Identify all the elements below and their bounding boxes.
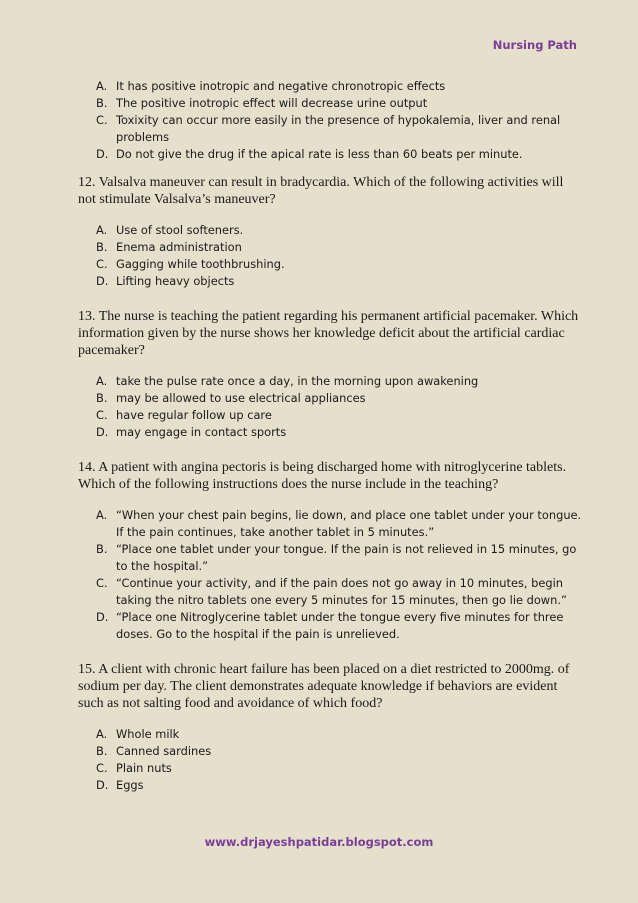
- option-item: [96, 256, 584, 273]
- option-item: [96, 609, 584, 643]
- option-text: Lifting heavy objects: [116, 274, 235, 288]
- option-text: may engage in contact sports: [116, 425, 287, 439]
- option-item: [96, 760, 584, 777]
- page-header-brand: Nursing Path: [492, 38, 577, 52]
- option-item: [96, 146, 584, 163]
- option-item: [96, 239, 584, 256]
- option-text: Enema administration: [116, 240, 242, 254]
- option-item: [96, 777, 584, 794]
- option-item: [96, 743, 584, 760]
- intro-options-list: [78, 78, 584, 163]
- option-text: The positive inotropic effect will decrease urine output: [116, 96, 428, 110]
- option-letter: D.: [96, 147, 109, 161]
- option-item: [96, 424, 584, 441]
- option-item: [96, 390, 584, 407]
- option-item: [96, 112, 584, 146]
- option-letter: D.: [96, 425, 109, 439]
- option-letter: C.: [96, 257, 108, 271]
- question-12-text: 12. Valsalva maneuver can result in bradycardia. Which of the following activities will not stimulate Valsalva’s maneuver?: [78, 175, 564, 207]
- option-letter: C.: [96, 761, 108, 775]
- option-letter: B.: [96, 240, 108, 254]
- option-letter: C.: [96, 408, 108, 422]
- option-text: “Place one Nitroglycerine tablet under the tongue every five minutes for three doses. Go to the hospital if the pain is unrelieved.: [116, 610, 564, 641]
- question-15-options: [78, 726, 584, 794]
- option-letter: D.: [96, 778, 109, 792]
- question-12-options: [78, 222, 584, 290]
- option-text: “When your chest pain begins, lie down, and place one tablet under your tongue. If the pain continues, take another tablet in 5 minutes.”: [116, 508, 582, 539]
- option-text: take the pulse rate once a day, in the morning upon awakening: [116, 374, 479, 388]
- option-item: [96, 373, 584, 390]
- option-letter: B.: [96, 391, 108, 405]
- option-text: Eggs: [116, 778, 144, 792]
- option-text: “Continue your activity, and if the pain does not go away in 10 minutes, begin taking the nitro tablets one every 5 minutes for 15 minutes, then go lie down.”: [116, 576, 567, 607]
- option-item: [96, 273, 584, 290]
- option-text: Use of stool softeners.: [116, 223, 244, 237]
- option-text: have regular follow up care: [116, 408, 272, 422]
- option-item: [96, 726, 584, 743]
- option-item: [96, 78, 584, 95]
- option-text: It has positive inotropic and negative chronotropic effects: [116, 79, 446, 93]
- option-letter: B.: [96, 96, 108, 110]
- option-item: [96, 507, 584, 541]
- question-14-options: [78, 507, 584, 643]
- option-letter: D.: [96, 610, 109, 624]
- question-15-text: 15. A client with chronic heart failure has been placed on a diet restricted to 2000mg. of sodium per day. The client demonstrates adequate knowledge if behaviors are evident such as not salting food and avoidance of which food?: [78, 662, 570, 711]
- option-text: “Place one tablet under your tongue. If the pain is not relieved in 15 minutes, go to the hospital.”: [116, 542, 577, 573]
- option-text: Gagging while toothbrushing.: [116, 257, 285, 271]
- page-content: [78, 78, 584, 794]
- question-13-text: 13. The nurse is teaching the patient regarding his permanent artificial pacemaker. Which information given by the nurse shows her knowledge deficit about the artificial cardiac pacemaker?: [78, 309, 579, 358]
- option-letter: C.: [96, 113, 108, 127]
- option-item: [96, 575, 584, 609]
- footer-website-link[interactable]: www.drjayeshpatidar.blogspot.com: [204, 835, 434, 849]
- question-13-options: [78, 373, 584, 441]
- option-text: Whole milk: [116, 727, 180, 741]
- option-text: Plain nuts: [116, 761, 172, 775]
- option-letter: A.: [96, 79, 108, 93]
- option-letter: A.: [96, 508, 108, 522]
- question-14-text: 14. A patient with angina pectoris is being discharged home with nitroglycerine tablets. Which of the following instructions does the nurse include in the teaching?: [78, 460, 567, 492]
- option-letter: B.: [96, 744, 108, 758]
- option-item: [96, 222, 584, 239]
- option-item: [96, 95, 584, 112]
- option-letter: A.: [96, 374, 108, 388]
- option-text: Canned sardines: [116, 744, 212, 758]
- option-item: [96, 407, 584, 424]
- option-letter: A.: [96, 727, 108, 741]
- option-text: may be allowed to use electrical appliances: [116, 391, 366, 405]
- option-item: [96, 541, 584, 575]
- option-letter: D.: [96, 274, 109, 288]
- option-text: Do not give the drug if the apical rate is less than 60 beats per minute.: [116, 147, 523, 161]
- option-letter: B.: [96, 542, 108, 556]
- option-letter: C.: [96, 576, 108, 590]
- option-letter: A.: [96, 223, 108, 237]
- option-text: Toxixity can occur more easily in the presence of hypokalemia, liver and renal problems: [116, 113, 561, 144]
